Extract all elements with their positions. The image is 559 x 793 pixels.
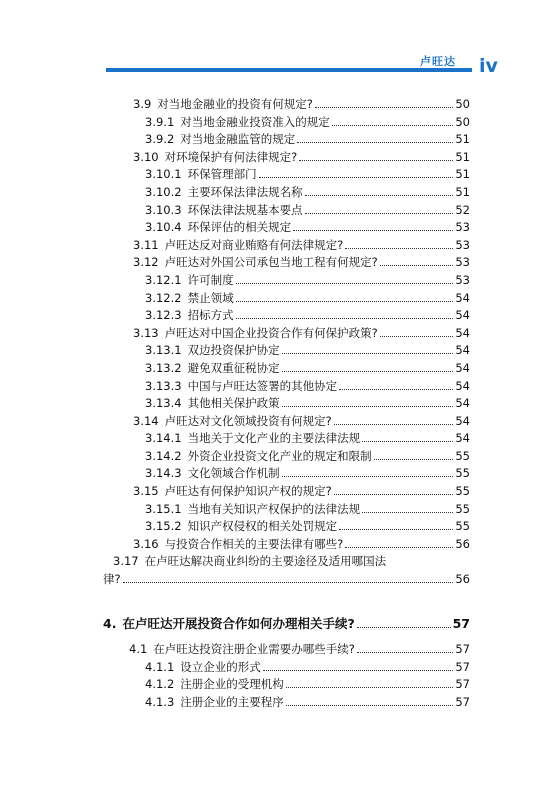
leader-dots (259, 168, 454, 178)
toc-entry-page: 50 (455, 97, 470, 111)
toc-entry-num: 3.13.4 (145, 396, 182, 411)
toc-entry-page: 54 (455, 343, 470, 358)
leader-dots (282, 397, 454, 407)
toc-entry-num: 3.15 (133, 484, 159, 499)
toc-entry-num: 3.13.1 (145, 343, 182, 358)
toc-entry-num: 3.14.2 (145, 448, 182, 463)
leader-dots (339, 380, 453, 390)
toc-entry-title: 在卢旺达解决商业纠纷的主要途径及适用哪国法 (144, 554, 387, 569)
page-number: iv (479, 55, 498, 77)
toc-entry-num: 3.13 (133, 325, 159, 340)
toc-entry[interactable] (113, 465, 470, 483)
toc-entry-num: 4.1.3 (145, 695, 175, 709)
toc-entry-title: 卢旺达有何保护知识产权的规定? (164, 484, 332, 499)
leader-dots (357, 618, 451, 628)
toc-entry[interactable] (113, 694, 470, 712)
toc-entry-num: 3.10.1 (145, 167, 182, 182)
leader-dots (305, 186, 454, 196)
toc-entry[interactable] (113, 641, 470, 659)
toc-entry-title: 当地有关知识产权保护的法律法规 (187, 501, 361, 516)
toc-list (113, 96, 470, 553)
toc-entry-page: 54 (455, 378, 470, 393)
chapter-num: 4. (103, 615, 117, 631)
leader-dots (332, 116, 454, 126)
toc-entry[interactable] (113, 254, 470, 272)
toc-entry-page: 56 (455, 536, 470, 551)
toc-entry-page: 57 (455, 695, 470, 709)
toc-entry-page: 51 (455, 149, 470, 164)
toc-entry[interactable] (113, 659, 470, 677)
toc-entry[interactable] (113, 202, 470, 220)
leader-dots (236, 309, 454, 319)
leader-dots (362, 503, 453, 513)
toc-entry-page: 53 (455, 255, 470, 270)
toc-entry-num: 3.13.3 (145, 378, 182, 393)
toc-entry[interactable] (113, 430, 470, 448)
toc-entry-page: 52 (455, 202, 470, 217)
leader-dots (380, 327, 454, 337)
toc-entry-title: 环保评估的相关规定 (187, 220, 292, 235)
toc-entry-title: 禁止领域 (187, 290, 234, 305)
toc-entry-page: 55 (455, 448, 470, 463)
toc-entry-page: 50 (455, 114, 470, 129)
leader-dots (374, 450, 454, 460)
toc-entry-title: 知识产权侵权的相关处罚规定 (187, 519, 338, 534)
toc-entry-num: 3.16 (133, 536, 159, 551)
toc-entry[interactable] (113, 290, 470, 308)
toc-entry-title: 在卢旺达投资注册企业需要办哪些手续? (153, 642, 355, 657)
toc-entry[interactable] (113, 272, 470, 290)
toc-entry-page: 53 (455, 237, 470, 252)
toc-entry[interactable] (113, 448, 470, 466)
toc-entry[interactable] (113, 149, 470, 167)
toc-entry[interactable] (113, 237, 470, 255)
toc-entry-num: 3.11 (133, 237, 159, 252)
toc-entry-num: 3.13.2 (145, 360, 182, 375)
toc-entry-title: 其他相关保护政策 (187, 396, 280, 411)
toc-entry[interactable] (113, 676, 470, 694)
toc-entry-page: 57 (455, 642, 470, 657)
toc-entry-title-cont: 律? (103, 572, 121, 587)
toc-entry-page: 53 (455, 220, 470, 235)
toc-entry-num: 3.14.3 (145, 466, 182, 481)
leader-dots (293, 221, 453, 231)
toc-entry-num: 3.10.2 (145, 184, 182, 199)
toc-entry[interactable] (113, 413, 470, 431)
header-title: 卢旺达 (420, 55, 456, 68)
leader-dots (345, 538, 453, 548)
toc-entry-num: 4.1.1 (145, 659, 175, 674)
toc-entry-num: 4.1 (129, 642, 148, 657)
leader-dots (236, 274, 454, 284)
toc-entry-title: 避免双重征税协定 (187, 360, 280, 375)
toc-entry-title: 许可制度 (187, 272, 234, 287)
toc-entry-title: 对当地金融监管的规定 (180, 132, 296, 147)
toc-entry[interactable] (113, 360, 470, 378)
toc-entry-title: 主要环保法律法规名称 (187, 184, 303, 199)
leader-dots (282, 344, 454, 354)
toc-entry[interactable] (113, 325, 470, 343)
chapter-page: 57 (452, 615, 470, 631)
toc-entry-page: 51 (455, 132, 470, 147)
toc-entry-num: 3.14.1 (145, 431, 182, 446)
toc-entry-page: 55 (455, 484, 470, 499)
toc-entry-num: 3.10 (133, 149, 159, 164)
toc-entry-page: 51 (455, 184, 470, 199)
toc-entry-page: 51 (455, 167, 470, 182)
toc-entry[interactable] (113, 378, 470, 396)
toc-entry-title: 对环境保护有何法律规定? (164, 149, 298, 164)
toc-entry[interactable] (113, 184, 470, 202)
header-rule (106, 68, 472, 72)
toc-entry-num: 3.17 (113, 554, 139, 569)
toc-entry-title: 注册企业的受理机构 (180, 677, 284, 692)
toc-entry-title: 卢旺达对中国企业投资合作有何保护政策? (164, 325, 378, 340)
toc-entry-title: 双边投资保护协定 (187, 343, 280, 358)
leader-dots (345, 239, 453, 249)
leader-dots (334, 485, 454, 495)
toc-entry[interactable] (113, 342, 470, 360)
toc-entry-page: 56 (455, 572, 470, 587)
leader-dots (263, 661, 454, 671)
toc-entry-num: 3.15.1 (145, 501, 182, 516)
toc-entry-title: 招标方式 (187, 308, 234, 323)
toc-entry-title: 环保法律法规基本要点 (187, 202, 303, 217)
toc-entry-page: 54 (455, 396, 470, 411)
toc-entry[interactable] (113, 131, 470, 149)
leader-dots (305, 204, 454, 214)
leader-dots (362, 432, 453, 442)
toc-entry-page: 55 (455, 501, 470, 516)
toc-entry-num: 3.12.2 (145, 290, 182, 305)
toc-entry[interactable] (113, 536, 470, 554)
toc-entry-title: 对当地金融业投资准入的规定 (180, 114, 330, 129)
toc-entry-num: 3.12.1 (145, 272, 182, 287)
leader-dots (236, 292, 454, 302)
leader-dots (297, 133, 453, 143)
toc-entry[interactable] (113, 114, 470, 132)
toc-entry-page: 54 (455, 413, 470, 428)
toc-entry-page: 54 (455, 360, 470, 375)
toc-entry-num: 3.10.4 (145, 220, 182, 235)
toc-entry[interactable] (113, 501, 470, 519)
toc-entry-num: 3.9.1 (145, 114, 175, 129)
toc-entry-page: 53 (455, 272, 470, 287)
leader-dots (299, 151, 453, 161)
leader-dots (282, 467, 454, 477)
toc-entry-page: 55 (455, 466, 470, 481)
toc-entry-title: 注册企业的主要程序 (180, 695, 284, 709)
toc-entry-num: 4.1.2 (145, 677, 175, 692)
toc-entry-3-17[interactable] (103, 553, 470, 588)
toc-entry-title: 环保管理部门 (187, 167, 257, 182)
toc-entry[interactable] (113, 395, 470, 413)
leader-dots (123, 573, 454, 583)
toc-entry-page: 54 (455, 308, 470, 323)
toc-entry-num: 3.10.3 (145, 202, 182, 217)
toc-entry-title: 卢旺达反对商业贿赂有何法律规定? (164, 237, 344, 252)
toc-entry-title: 对当地金融业的投资有何规定? (157, 97, 313, 111)
leader-dots (286, 696, 454, 706)
toc-entry-title: 当地关于文化产业的主要法律法规 (187, 431, 361, 446)
toc-entry-page: 57 (455, 659, 470, 674)
toc-entry-num: 3.15.2 (145, 519, 182, 534)
chapter-entry[interactable] (103, 615, 470, 633)
toc-entry-page: 55 (455, 519, 470, 534)
toc-entry-page: 57 (455, 677, 470, 692)
toc-entry-page: 54 (455, 431, 470, 446)
toc-entry[interactable] (113, 483, 470, 501)
toc-entry-num: 3.9.2 (145, 132, 175, 147)
toc-entry[interactable] (113, 166, 470, 184)
toc-list-2 (113, 641, 470, 711)
table-of-contents (103, 96, 470, 712)
toc-entry-title: 外资企业投资文化产业的规定和限制 (187, 448, 372, 463)
toc-entry-title: 卢旺达对外国公司承包当地工程有何规定? (164, 255, 378, 270)
leader-dots (286, 678, 454, 688)
leader-dots (315, 98, 453, 108)
toc-entry-num: 3.12.3 (145, 308, 182, 323)
leader-dots (282, 362, 454, 372)
leader-dots (357, 643, 453, 653)
toc-entry[interactable] (113, 307, 470, 325)
toc-entry-title: 卢旺达对文化领域投资有何规定? (164, 413, 332, 428)
leader-dots (334, 415, 454, 425)
toc-entry-num: 3.12 (133, 255, 159, 270)
toc-entry-page: 54 (455, 290, 470, 305)
toc-entry-num: 3.14 (133, 413, 159, 428)
leader-dots (339, 520, 453, 530)
toc-entry[interactable] (113, 219, 470, 237)
toc-entry[interactable] (113, 96, 470, 114)
chapter-title: 在卢旺达开展投资合作如何办理相关手续? (122, 615, 355, 631)
toc-entry[interactable] (113, 518, 470, 536)
toc-entry-title: 文化领域合作机制 (187, 466, 280, 481)
toc-entry-title: 设立企业的形式 (180, 659, 261, 674)
toc-entry-title: 与投资合作相关的主要法律有哪些? (164, 536, 344, 551)
leader-dots (380, 256, 454, 266)
toc-entry-num: 3.9 (133, 97, 152, 111)
toc-entry-title: 中国与卢旺达签署的其他协定 (187, 378, 338, 393)
toc-entry-page: 54 (455, 325, 470, 340)
